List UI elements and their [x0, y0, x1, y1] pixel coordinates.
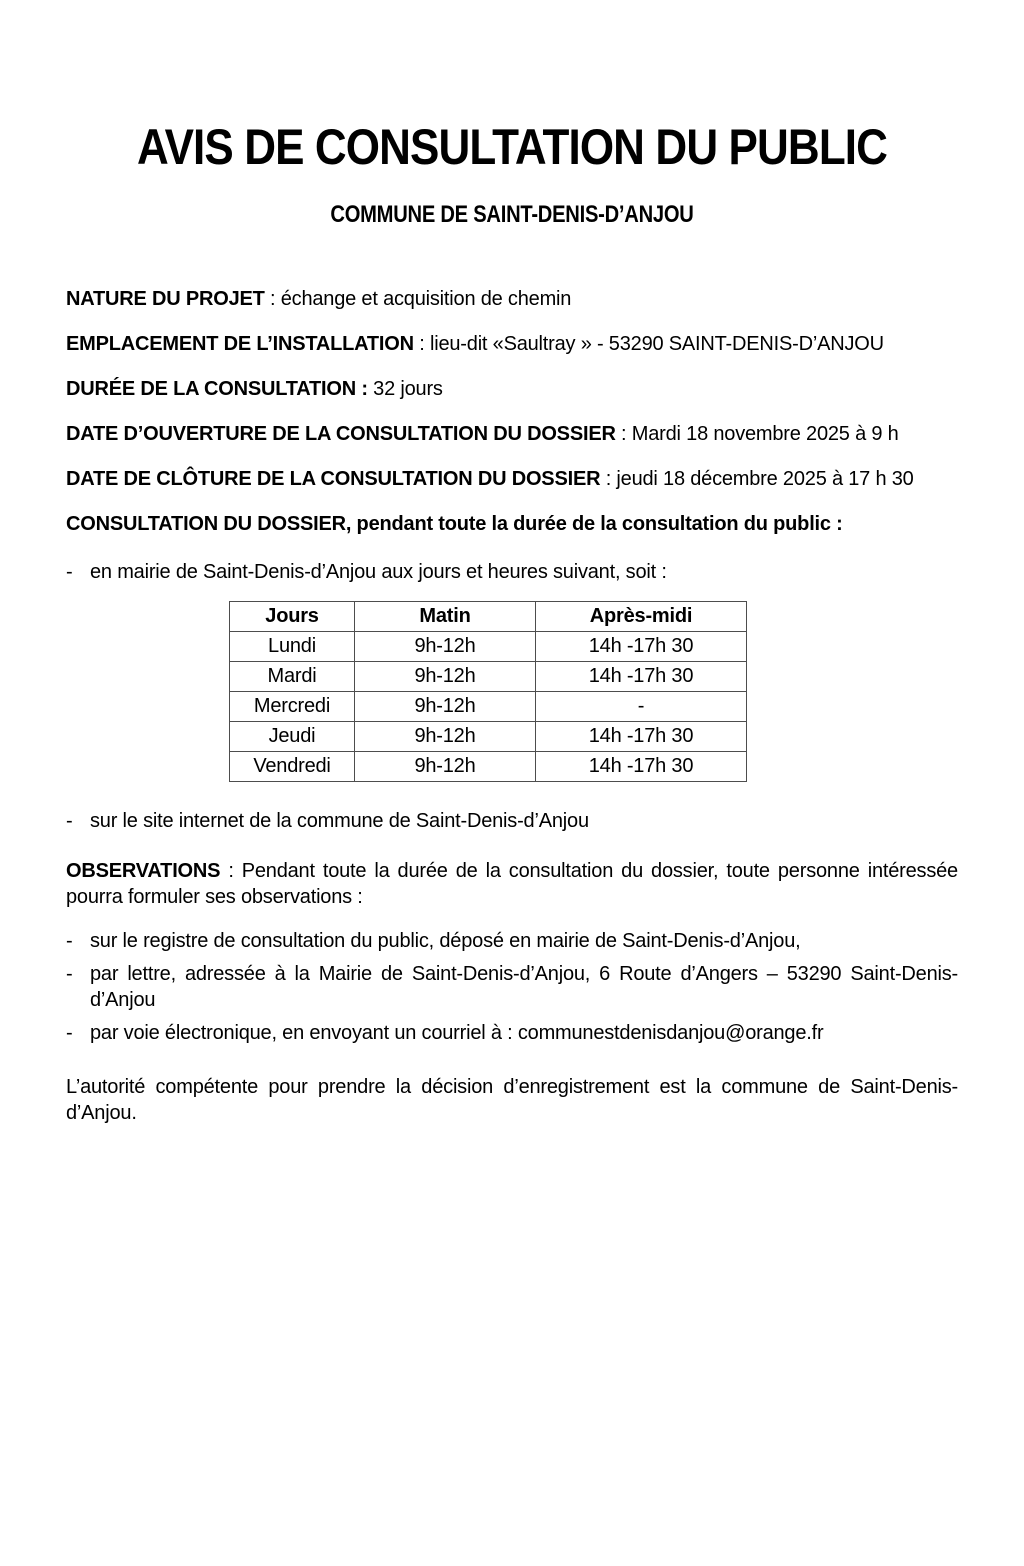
bullet-item-mairie: [66, 559, 958, 585]
bullet-text: sur le registre de consultation du public, déposé en mairie de Saint-Denis-d’Anjou,: [90, 930, 801, 952]
project-fields: [66, 286, 958, 492]
consultation-heading: CONSULTATION DU DOSSIER, pendant toute la durée de la consultation du public :: [66, 513, 843, 535]
field-label: DURÉE DE LA CONSULTATION :: [66, 378, 368, 400]
bullet-dash: -: [66, 561, 73, 583]
field-duree: [66, 376, 958, 402]
table-cell-morning: 9h-12h: [355, 632, 536, 662]
table-cell-morning: 9h-12h: [355, 692, 536, 722]
field-value: : lieu-dit «Saultray » - 53290 SAINT-DENIS-D’ANJOU: [413, 333, 884, 355]
table-cell-afternoon: 14h -17h 30: [536, 662, 747, 692]
observation-methods-list: [66, 928, 958, 1046]
bullet-item-email: [66, 1020, 958, 1046]
header-cell-apres-midi: Après-midi: [536, 602, 747, 632]
table-cell-morning: 9h-12h: [355, 662, 536, 692]
page-title: AVIS DE CONSULTATION DU PUBLIC: [136, 119, 888, 175]
schedule-table: [229, 601, 747, 782]
field-label: DATE DE CLÔTURE DE LA CONSULTATION DU DOSSIER: [66, 468, 601, 490]
bullet-item-registre: [66, 928, 958, 954]
table-row: [230, 752, 747, 782]
bullet-item-website: [66, 808, 958, 834]
table-row: [230, 662, 747, 692]
table-cell-afternoon: 14h -17h 30: [536, 632, 747, 662]
bullet-text: en mairie de Saint-Denis-d’Anjou aux jours et heures suivant, soit :: [90, 561, 667, 583]
bullet-text: sur le site internet de la commune de Saint-Denis-d’Anjou: [90, 810, 589, 832]
table-cell-day: Lundi: [230, 632, 355, 662]
field-nature: [66, 286, 958, 312]
table-cell-afternoon: -: [536, 692, 747, 722]
field-value: : jeudi 18 décembre 2025 à 17 h 30: [600, 468, 914, 490]
table-cell-morning: 9h-12h: [355, 752, 536, 782]
bullet-dash: -: [66, 810, 73, 832]
page-subtitle: COMMUNE DE SAINT-DENIS-D’ANJOU: [330, 201, 694, 228]
observations-label: OBSERVATIONS: [66, 860, 221, 882]
table-cell-day: Mercredi: [230, 692, 355, 722]
bullet-text: par lettre, adressée à la Mairie de Saint-Denis-d’Anjou, 6 Route d’Angers – 53290 Saint-Denis-d’Anjou: [90, 963, 958, 1011]
bullet-dash: -: [66, 963, 73, 985]
bullet-dash: -: [66, 1022, 73, 1044]
field-value: : échange et acquisition de chemin: [264, 288, 572, 310]
document-page: [0, 118, 1024, 1566]
observations-paragraph: [66, 858, 958, 910]
field-label: NATURE DU PROJET: [66, 288, 265, 310]
field-emplacement: [66, 331, 958, 357]
table-cell-day: Jeudi: [230, 722, 355, 752]
table-row: [230, 692, 747, 722]
field-label: EMPLACEMENT DE L’INSTALLATION: [66, 333, 414, 355]
field-label: DATE D’OUVERTURE DE LA CONSULTATION DU DOSSIER: [66, 423, 616, 445]
header-cell-jours: Jours: [230, 602, 355, 632]
table-cell-afternoon: 14h -17h 30: [536, 752, 747, 782]
field-value: : Mardi 18 novembre 2025 à 9 h: [615, 423, 899, 445]
bullet-item-lettre: [66, 961, 958, 1013]
bullet-dash: -: [66, 930, 73, 952]
field-value: 32 jours: [367, 378, 443, 400]
observations-text: : Pendant toute la durée de la consultation du dossier, toute personne intéressée pourra formuler ses observations :: [66, 860, 958, 908]
table-cell-day: Vendredi: [230, 752, 355, 782]
bullet-text: par voie électronique, en envoyant un courriel à : communestdenisdanjou@orange.fr: [90, 1022, 824, 1044]
table-cell-day: Mardi: [230, 662, 355, 692]
table-cell-morning: 9h-12h: [355, 722, 536, 752]
closing-paragraph: L’autorité compétente pour prendre la décision d’enregistrement est la commune de Saint-Denis-d’Anjou.: [66, 1076, 958, 1124]
field-date-ouverture: [66, 421, 958, 447]
table-row: [230, 722, 747, 752]
table-cell-afternoon: 14h -17h 30: [536, 722, 747, 752]
table-row: [230, 632, 747, 662]
schedule-header-row: [230, 602, 747, 632]
field-date-cloture: [66, 466, 958, 492]
header-cell-matin: Matin: [355, 602, 536, 632]
